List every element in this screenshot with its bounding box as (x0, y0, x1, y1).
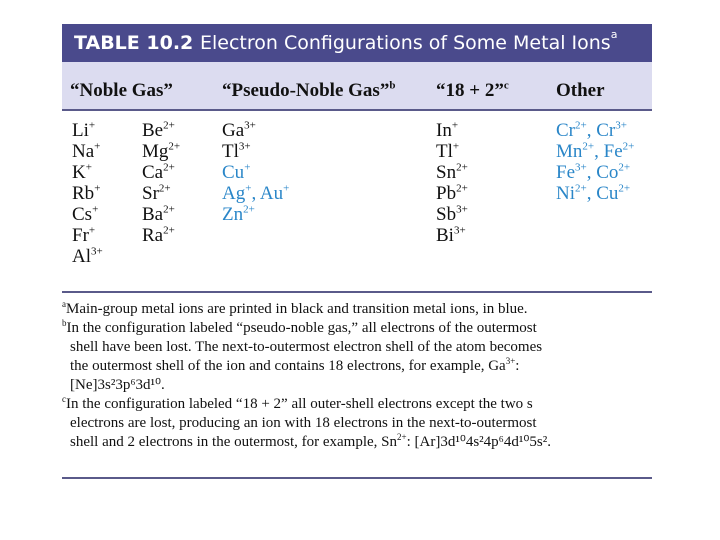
ion-zn: $Zn^{2+}$ (222, 203, 255, 225)
footnote-b-config: [Ne]3s²3p⁶3d¹⁰. (70, 377, 165, 393)
ion-sr: $Sr^{2+}$ (142, 182, 171, 204)
ion-ra: $Ra^{2+}$ (142, 224, 175, 246)
column-noble-gas-group2 (142, 120, 180, 246)
footnote-b-line3: the outermost shell of the ion and contains 18 electrons, for example, $Ga^{3+}$: (70, 356, 520, 374)
ion-be: $Be^{2+}$ (142, 119, 175, 141)
table-title-text: Electron Configurations of Some Metal Ions (200, 32, 611, 54)
header-18-text: “18 + 2” (436, 80, 504, 101)
ion-bi: $Bi^{3+}$ (436, 224, 466, 246)
ion-tl3: $Tl^{3+}$ (222, 140, 251, 162)
ion-ca: $Ca^{2+}$ (142, 161, 175, 183)
footnote-c: $^c$In the configuration labeled “18 + 2” all outer-shell electrons except the two s (62, 394, 533, 412)
header-other: Other (556, 80, 605, 101)
footnote-c-line3: shell and 2 electrons in the outermost, for example, $Sn^{2+}$: [Ar]3d¹⁰4s²4p⁶4d¹⁰5s². (70, 432, 551, 450)
footnote-divider (62, 291, 652, 293)
header-pseudo-text: “Pseudo-Noble Gas” (222, 80, 390, 101)
ion-mn-fe: $Mn^{2+}$, $Fe^{2+}$ (556, 140, 635, 162)
column-other (556, 120, 634, 204)
column-noble-gas-group1 (72, 120, 103, 267)
table-title-bar (62, 24, 652, 62)
ion-li: Li+ (72, 119, 96, 141)
ion-ag-au: Ag+, Au+ (222, 182, 290, 204)
footnotes (62, 300, 652, 452)
ion-sn: $Sn^{2+}$ (436, 161, 468, 183)
ion-pb: $Pb^{2+}$ (436, 182, 468, 204)
ion-ga: $Ga^{3+}$ (222, 119, 256, 141)
header-divider (62, 109, 652, 111)
table-number: TABLE 10.2 (74, 32, 194, 54)
ion-al: $Al^{3+}$ (72, 245, 103, 267)
footnote-c-line2: electrons are lost, producing an ion with 18 electrons in the next-to-outermost (70, 415, 537, 431)
bottom-rule (62, 477, 652, 479)
header-pseudo-mark: b (389, 79, 396, 92)
ion-fr: Fr+ (72, 224, 96, 246)
header-pseudo-noble-gas (222, 80, 395, 102)
footnote-b: $^b$In the configuration labeled “pseudo-noble gas,” all electrons of the outermost (62, 318, 537, 336)
column-pseudo-noble-gas (222, 120, 289, 225)
header-18-plus-2 (436, 80, 509, 102)
ion-cr: $Cr^{2+}$, $Cr^{3+}$ (556, 119, 627, 141)
footnote-a: $^a$Main-group metal ions are printed in black and transition metal ions, in blue. (62, 299, 528, 317)
header-18-mark: c (503, 79, 509, 92)
ion-sb: $Sb^{3+}$ (436, 203, 468, 225)
ion-fe-co: $Fe^{3+}$, $Co^{2+}$ (556, 161, 631, 183)
ion-mg: $Mg^{2+}$ (142, 140, 181, 162)
table-title (200, 24, 617, 62)
ion-tl1: Tl+ (436, 140, 460, 162)
ion-na: Na+ (72, 140, 101, 162)
ion-in: In+ (436, 119, 459, 141)
header-noble-gas: “Noble Gas” (70, 80, 173, 101)
title-note-mark: a (610, 28, 618, 41)
ion-ni-cu: $Ni^{2+}$, $Cu^{2+}$ (556, 182, 631, 204)
column-18-plus-2 (436, 120, 468, 246)
ion-cs: Cs+ (72, 203, 99, 225)
ion-k: K+ (72, 161, 92, 183)
ion-cu: Cu+ (222, 161, 251, 183)
ion-rb: Rb+ (72, 182, 101, 204)
footnote-b-line2: shell have been lost. The next-to-outermost electron shell of the atom becomes (70, 339, 543, 355)
ion-ba: $Ba^{2+}$ (142, 203, 175, 225)
